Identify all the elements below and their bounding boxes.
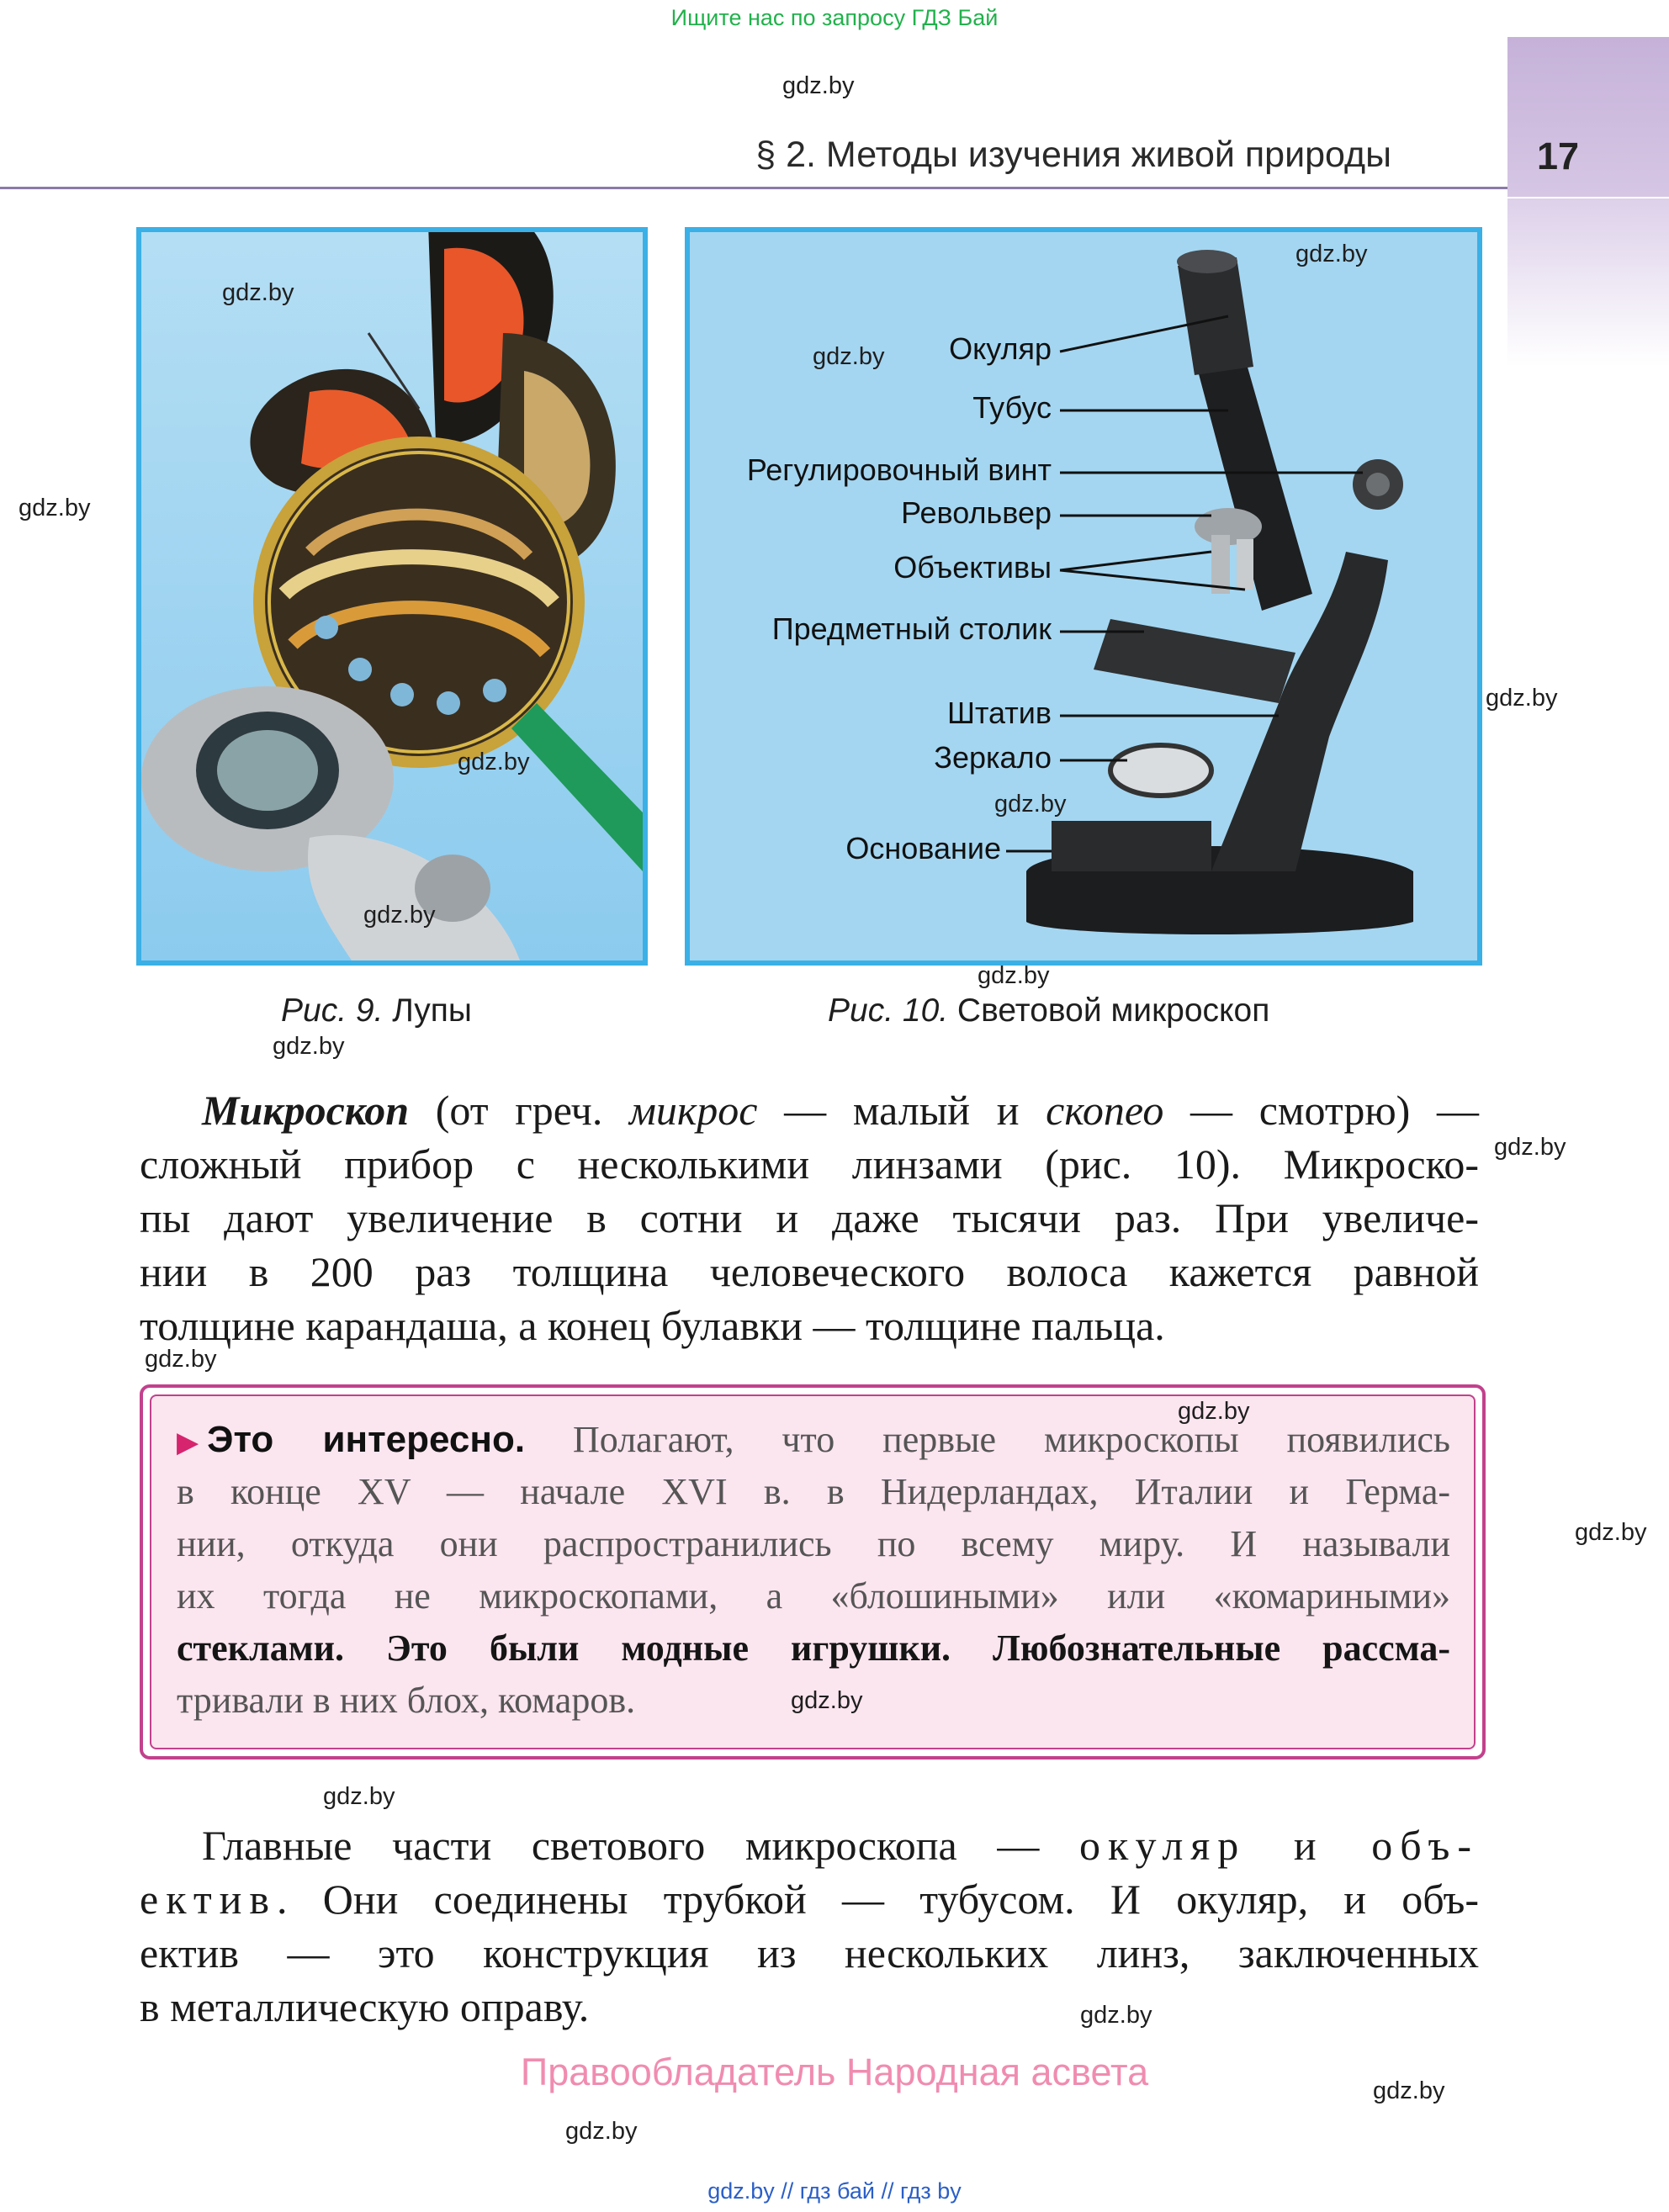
- text-run: — малый и: [757, 1087, 1046, 1134]
- label-stand: Штатив: [946, 696, 1052, 730]
- caption-fig9: [281, 992, 472, 1029]
- paragraph2-line2: [140, 1872, 1479, 1926]
- rights-holder-footer: Правообладатель Народная асвета: [520, 2051, 1149, 2093]
- label-tube: Тубус: [972, 390, 1052, 425]
- fact-line5: стеклами. Это были модные игрушки. Любознательные рассма-: [177, 1627, 1450, 1669]
- term-microscope: Микроскоп: [202, 1087, 410, 1134]
- microscope-illustration: [690, 232, 1477, 960]
- fact-line4: их тогда не микроскопами, а «блошиными» или «комариными»: [177, 1575, 1450, 1617]
- watermark: gdz.by: [1575, 1519, 1647, 1546]
- label-eyepiece: Окуляр: [949, 331, 1052, 366]
- label-adjustment-screw: Регулировочный винт: [746, 452, 1052, 487]
- microscope-arm: [1211, 552, 1388, 871]
- objective-lens-shape: [1211, 535, 1230, 594]
- wing-eyespot: [348, 658, 372, 681]
- paragraph2-line1: [202, 1818, 1479, 1872]
- label-base: Основание: [845, 831, 1001, 865]
- fact-line3: нии, откуда они распространились по всему миру. И называли: [177, 1523, 1450, 1564]
- watermark: gdz.by: [813, 343, 885, 370]
- fact-title: Это интересно.: [207, 1419, 526, 1460]
- watermark: gdz.by: [19, 495, 91, 521]
- footer-links[interactable]: gdz.by // гдз бай // гдз by: [707, 2178, 962, 2204]
- watermark: gdz.by: [1494, 1134, 1566, 1161]
- page-number: 17: [1536, 135, 1580, 177]
- microscope-mirror-shape: [1110, 745, 1211, 796]
- caption-fig10: [828, 992, 1269, 1029]
- watermark: gdz.by: [565, 2118, 638, 2145]
- eyepiece-top: [1177, 250, 1237, 273]
- fact-line1: [177, 1415, 1450, 1468]
- watermark: gdz.by: [1178, 1398, 1250, 1425]
- magnifiers-illustration: [141, 232, 643, 960]
- caption-fig9-number: Рис. 9.: [281, 992, 384, 1029]
- wing-eyespot: [390, 683, 414, 706]
- watermark: gdz.by: [1080, 2002, 1152, 2029]
- text-run: (от греч.: [409, 1087, 629, 1134]
- section-title: § 2. Методы изучения живой природы: [755, 135, 1391, 175]
- watermark: gdz.by: [1373, 2077, 1445, 2104]
- text-run: и: [1246, 1822, 1372, 1869]
- label-mirror: Зеркало: [934, 740, 1052, 775]
- term-objective-end: ектив: [140, 1876, 278, 1923]
- loupe-glass: [217, 730, 318, 811]
- caption-fig10-text: Световой микроскоп: [948, 992, 1270, 1029]
- watermark: gdz.by: [273, 1033, 345, 1060]
- watermark: gdz.by: [1295, 241, 1368, 267]
- leader-line-objective-1: [1060, 552, 1211, 570]
- watermark: gdz.by: [791, 1687, 863, 1714]
- watermark: gdz.by: [145, 1346, 217, 1373]
- paragraph1-line4: нии в 200 раз толщина человеческого волоса кажется равной: [140, 1248, 1479, 1295]
- fact-line2: в конце XV — начале XVI в. в Нидерландах, Италии и Герма-: [177, 1471, 1450, 1512]
- watermark: gdz.by: [1486, 685, 1558, 712]
- text-run: . Они соединены трубкой — тубусом. И окуляр, и объ-: [277, 1876, 1479, 1923]
- figure-microscope: [685, 227, 1482, 966]
- header-rule: [0, 187, 1507, 189]
- paragraph1-line1: [202, 1083, 1479, 1137]
- microscope-foot: [1052, 821, 1211, 871]
- wing-eyespot: [483, 679, 506, 702]
- watermark: gdz.by: [458, 749, 530, 775]
- watermark: gdz.by: [978, 962, 1050, 989]
- objective-lens-shape: [1237, 539, 1253, 590]
- play-arrow-icon: ▶: [177, 1427, 199, 1458]
- text-run: Полагают, что первые микроскопы появились: [525, 1419, 1451, 1460]
- term-objective-start: объ-: [1371, 1822, 1479, 1869]
- paragraph2-line4: в металлическую оправу.: [140, 1983, 590, 2030]
- wing-eyespot: [315, 616, 338, 639]
- microscope-eyepiece-shape: [1178, 257, 1253, 375]
- paragraph1-line5: толщине карандаша, а конец булавки — толщине пальца.: [140, 1302, 1165, 1349]
- term-mikros: микрос: [628, 1087, 758, 1134]
- paragraph1-line2: сложный прибор с несколькими линзами (рис. 10). Микроско-: [140, 1140, 1479, 1188]
- wing-eyespot: [437, 691, 460, 715]
- watermark: gdz.by: [323, 1783, 395, 1810]
- label-revolver: Револьвер: [901, 495, 1052, 530]
- text-run: — смотрю) —: [1163, 1087, 1479, 1134]
- screw-center: [1366, 473, 1390, 496]
- watermark: gdz.by: [782, 72, 855, 99]
- caption-fig9-text: Лупы: [383, 992, 472, 1029]
- watermark: gdz.by: [994, 791, 1067, 818]
- top-search-banner: Ищите нас по запросу ГДЗ Бай: [670, 5, 999, 30]
- watermark: gdz.by: [222, 279, 294, 306]
- paragraph2-line3: ектив — это конструкция из нескольких линз, заключенных: [140, 1929, 1479, 1977]
- term-eyepiece: окуляр: [1078, 1822, 1247, 1869]
- watermark: gdz.by: [363, 902, 436, 929]
- magnifier-handle: [511, 703, 643, 871]
- fact-line6: тривали в них блох, комаров.: [177, 1680, 636, 1721]
- figure-magnifiers: [136, 227, 648, 966]
- label-objectives: Объективы: [893, 550, 1052, 585]
- paragraph1-line3: пы дают увеличение в сотни и даже тысячи раз. При увеличе-: [140, 1194, 1479, 1241]
- label-stage: Предметный столик: [771, 611, 1052, 646]
- term-skopeo: скопео: [1046, 1087, 1164, 1134]
- text-run: Главные части светового микроскопа —: [202, 1822, 1079, 1869]
- caption-fig10-number: Рис. 10.: [828, 992, 949, 1029]
- page-tab-fade: [1507, 198, 1669, 367]
